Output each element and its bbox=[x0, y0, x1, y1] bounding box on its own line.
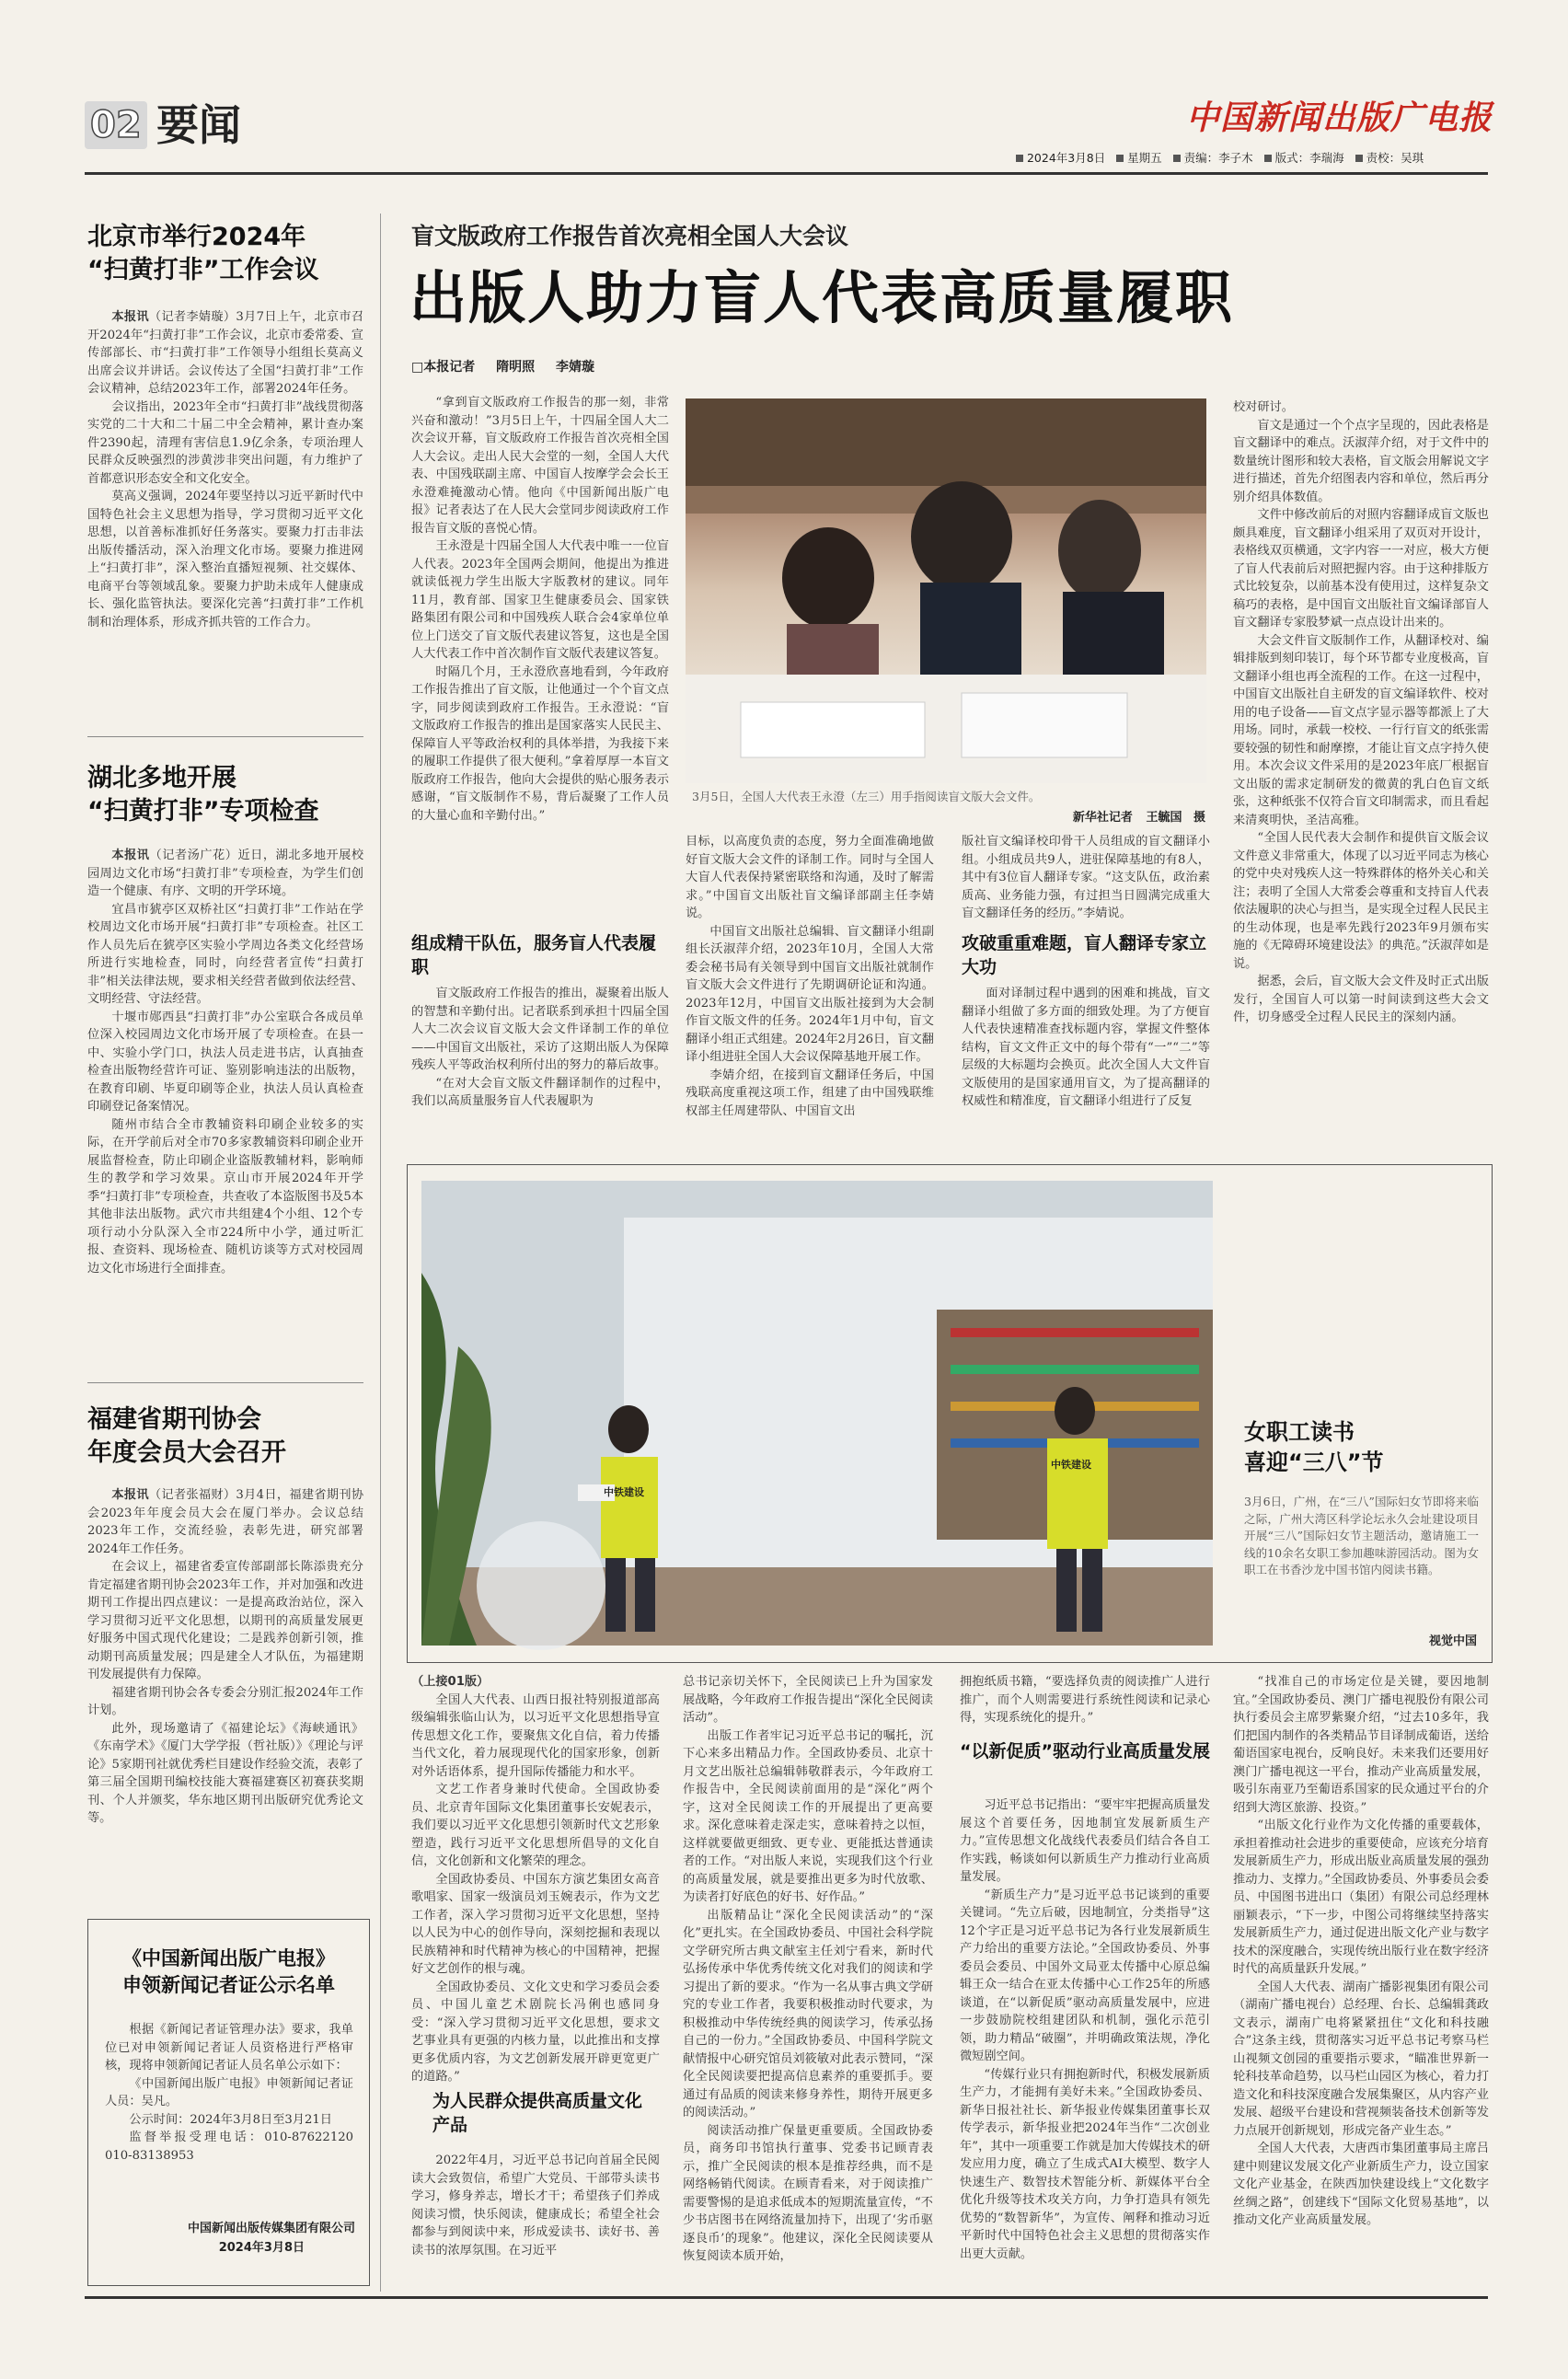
lead-headline: 出版人助力盲人代表高质量履职 bbox=[409, 264, 1235, 331]
left-article-2-title bbox=[87, 762, 363, 828]
cont-col-2 bbox=[683, 1673, 933, 2282]
paragraph: （记者汤广花）近日，湖北多地开展校园周边文化市场“扫黄打非”专项检查，为学生们创造一个健康、有序、文明的开学环境。 bbox=[87, 849, 364, 898]
paragraph: 习近平总书记指出：“要牢牢把握高质量发展这个首要任务，因地制宜发展新质生产力。”宣传思想文化战线代表委员们结合各自工作实践，畅谈如何以新质生产力推动行业高质量发展。 bbox=[960, 1798, 1210, 1884]
paragraph: 面对译制过程中遇到的困难和挑战，盲文翻译小组做了多方面的细致处理。为了方便盲人代表快速精准查找标题内容，掌握文件整体结构，盲文文件正文中的每个带有“一”“二”等层级的大标题均会换页。此次全国人大文件盲文版使用的是国家通用盲文，为了提高翻译的权威性和精准度，盲文翻译小组进行了反复 bbox=[962, 987, 1210, 1108]
paragraph: 大会文件盲文版制作工作，从翻译校对、编辑排版到刻印装订，每个环节都专业度极高，盲文翻译小组也再全流程的工作。在这一过程中，中国盲文出版社自主研发的盲文编译软件、校对用的电子设备——盲文点字显示器等都派上了大用场。同时，承载一校校、一行行盲文的纸张需要较强的韧性和耐摩擦，才能让盲文点字持久使用。本次会议文件采用的是2023年底厂根据盲文出版的需求定制研发的微黄的乳白色盲文纸张，这种纸张不仅符合盲文印制需求，而且看起来清爽明快，圣洁高雅。 bbox=[1233, 633, 1489, 827]
paragraph: 文件中修改前后的对照内容翻译成盲文版也颇具难度，盲文翻译小组采用了双页对开设计，表格线双页横通，文字内容一一对应，极大方便了盲人代表前后对照把握内容。由于这种排版方式比较复杂，以前基本没有使用过，这样复杂文稿巧的表格，是中国盲文出版社盲文编译部盲人盲文翻译专家股梦斌一点点设计出来的。 bbox=[1233, 508, 1489, 629]
paragraph: 公示时间：2024年3月8日至3月21日 bbox=[129, 2112, 332, 2127]
notice-title-line1: 《中国新闻出版广电报》 bbox=[122, 1947, 335, 1969]
vest-text-left: 中铁建设 bbox=[604, 1486, 644, 1498]
header-rule bbox=[85, 172, 1488, 175]
paragraph: 全国政协委员、中国东方演艺集团女高音歌唱家、国家一级演员刘玉婉表示，作为文艺工作者，深入学习贯彻习近平文化思想，坚持以人民为中心的创作导向，深刻挖掘和表现以民族精神和时代精神为核心的中国精神，把握好文艺创作的根与魂。 bbox=[411, 1872, 660, 1976]
caption-text: 3月6日，广州，在“三八”国际妇女节即将来临之际，广州大湾区科学论坛永久会址建设项目开展“三八”国际妇女节主题活动，邀请施工一线的10余名女职工参加趣味游园活动。图为女职工在书香沙龙中国书馆内阅读书籍。 bbox=[1244, 1495, 1479, 1576]
paragraph: “新质生产力”是习近平总书记谈到的重要关键词。“先立后破，因地制宜，分类指导”这12个字正是习近平总书记为各行业发展新质生产力给出的重要方法论。”全国政协委员、外事委员会委员、中国外文局亚太传播中心原总编辑王众一结合在亚太传播中心工作25年的所感谈道，在“以新促质”驱动高质量发展中，应进一步鼓励院校组建团队和机制，强化示范引领，助力精品“破圈”，并明确政策法规，净化微短剧空间。 bbox=[960, 1888, 1210, 2063]
paragraph: （记者李婧璇）3月7日上午，北京市召开2024年“扫黄打非”工作会议，北京市委常委、宣传部部长、市“扫黄打非”工作领导小组组长莫高义出席会议并讲话。会议传达了全国“扫黄打非”工作会议精神，总结2023年工作，部署2024年任务。 bbox=[87, 310, 364, 396]
feature-credit: 视觉中国 bbox=[1428, 1634, 1477, 1648]
left-article-3-title-line2: 年度会员大会召开 bbox=[87, 1438, 286, 1467]
footer-rule bbox=[85, 2296, 1488, 2299]
lead-byline bbox=[411, 357, 594, 375]
left-article-1-title-line1: 北京市举行2024年 bbox=[87, 223, 306, 251]
paragraph: “全国人民代表大会制作和提供盲文版会议文件意义非常重大，体现了以习近平同志为核心的党中央对残疾人这一特殊群体的格外关心和关注；表明了全国人大常委会尊重和支持盲人代表依法履职的决心与担当，是实现全过程人民民主的生动体现，也是率先践行2023年9月颁布实施的《无障碍环境建设法》的典范。”沃淑萍如是说。 bbox=[1233, 831, 1489, 971]
page-number: 02 bbox=[85, 101, 147, 149]
credit-name: 王毓国 bbox=[1146, 811, 1182, 825]
paragraph: “传媒行业只有拥抱新时代，积极发展新质生产力，才能拥有美好未来。”全国政协委员、新华日报社社长、新华报业传媒集团董事长双传学表示，新华报业把2024年当作“二次创业年”，其中一项重要工作就是加大传媒技术的研发应用力度，确立了生成式AI大模型、数字人快速生产、数智技术智能分析、新媒体平台全优化升级等技术攻关方向，力争打造具有领先优势的“数智新华”，为宣传、阐释和推动习近平新时代中国特色社会主义思想的贯彻落实作出更大贡献。 bbox=[960, 2067, 1210, 2261]
paragraph: “在对大会盲文版文件翻译制作的过程中，我们以高质量服务盲人代表履职为 bbox=[411, 1076, 669, 1108]
paragraph: 莫高义强调，2024年要坚持以习近平新时代中国特色社会主义思想为指导，学习贯彻习近平文化思想，以首善标准抓好任务落实。要聚力打击非法出版传播活动，深入治理文化市场。要聚力推进网上“扫黄打非”，深入整治直播短视频、社交媒体、电商平台等领域乱象。要聚力护助未成年人健康成长、强化监管执法。要深化完善“扫黄打非”工作机制和治理体系，形成齐抓共管的工作合力。 bbox=[87, 490, 363, 629]
lead-col-4 bbox=[1233, 398, 1489, 1151]
notice-box bbox=[87, 1919, 370, 2286]
notice-body bbox=[105, 2021, 366, 2205]
lead-subhead-2: 攻破重重难题，盲人翻译专家立大功 bbox=[962, 933, 1207, 977]
cont-col-1b bbox=[411, 2152, 660, 2282]
notice-title-line2: 申领新闻记者证公示名单 bbox=[122, 1974, 335, 1996]
paragraph: 福建省期刊协会各专委会分别汇报2024年工作计划。 bbox=[87, 1685, 363, 1717]
paragraph: 王永澄是十四届全国人大代表中唯一一位盲人代表。2023年全国两会期间，他提出为推进就读低视力学生出版大字版教材的建议。同年11月，教育部、国家卫生健康委员会、国家铁路集团有限公司和中国残疾人联合会4家单位单位上门送交了盲文版代表建议答复，这也是全国人大代表工作中首次制作盲文版代表建议答复。 bbox=[411, 539, 669, 661]
left-column-divider bbox=[380, 214, 381, 2292]
paragraph: 时隔几个月，王永澄欣喜地看到，今年政府工作报告推出了盲文版，让他通过一个个盲文点字，同步阅读到政府工作报告。王永澄说：“盲文版政府工作报告的推出是国家落实人民民主、保障盲人平等政治权利的具体举措，为我接下来的履职工作提供了很大便利。”拿着厚厚一本盲文版政府工作报告，他向大会提供的贴心服务表示感谢，“盲文版制作不易，背后凝聚了工作人员的大量心血和辛勤付出。” bbox=[411, 664, 669, 823]
cont-col-4 bbox=[1233, 1673, 1489, 2282]
byline-lead: 本报讯 bbox=[111, 310, 149, 324]
paragraph: 盲文版政府工作报告的推出，凝聚着出版人的智慧和辛勤付出。记者联系到承担十四届全国人大二次会议盲文版大会文件译制工作的单位——中国盲文出版社，采访了这期出版人为保障残疾人平等政治权利所付出的努力的幕后故事。 bbox=[411, 987, 669, 1072]
paragraph: “出版文化行业作为文化传播的重要载体，承担着推动社会进步的重要使命，应该充分培育发展新质生产力，形成出版业高质量发展的强劲推动力、支撑力。”全国政协委员、外事委员会委员、中国图书进出口（集团）有限公司总经理林丽颖表示，“下一步，中图公司将继续坚持落实发展新质生产力，通过促进出版文化产业与数字技术的深度融合，实现传统出版行业在数字经济时代的高质量跃升发展。” bbox=[1233, 1819, 1489, 1976]
paragraph: 阅读活动推广保量更重要质。全国政协委员，商务印书馆执行董事、党委书记顾青表示，推广全民阅读的根本是推荐经典，而不是网络畅销代阅读。在顾青看来，对于阅读推广需要警惕的是追求低成本的短期流量宣传，“不少书店图书在网络流量加持下，出现了‘劣币驱逐良币’的现象”。他建议，深化全民阅读要从恢复阅读本质开始， bbox=[683, 2123, 933, 2263]
paper-logo: 中国新闻出版广电报 bbox=[1185, 98, 1493, 137]
lead-subhead-1: 组成精干队伍，服务盲人代表履职 bbox=[411, 933, 657, 977]
paragraph: 监督举报受理电话：010-87622120 010-83138953 bbox=[105, 2131, 366, 2163]
left-article-3-body bbox=[87, 1486, 363, 1891]
paragraph: 拥抱纸质书籍，“要选择负责的阅读推广人进行推广，而个人则需要进行系统性阅读和记录心得，实现系统化的提升。” bbox=[960, 1675, 1210, 1725]
paragraph: “拿到盲文版政府工作报告的那一刻，非常兴奋和激动！”3月5日上午，十四届全国人大二次会议开幕，盲文版政府工作报告首次亮相全国人大会议。走出人民大会堂的一刻，全国人大代表、中国残联副主席、中国盲人按摩学会会长王永澄难掩激动心情。他向《中国新闻出版广电报》记者表达了在人民大会堂同步阅读政府工作报告盲文版的喜悦心情。 bbox=[411, 396, 669, 536]
header-editor: 责编：李子木 bbox=[1183, 151, 1253, 165]
feature-title-line2: 喜迎“三八”节 bbox=[1244, 1449, 1384, 1475]
caption-text: 3月5日，全国人大代表王永澄（左三）用手指阅读盲文版大会文件。 bbox=[692, 790, 1041, 803]
notice-signature bbox=[88, 2219, 355, 2258]
header-designer: 版式：李瑞海 bbox=[1274, 151, 1344, 165]
paragraph: 版社盲文编译校印骨干人员组成的盲文翻译小组。小组成员共9人，进驻保障基地的有8人，其中有3位盲人翻译专家。“这支队伍，政治素质高、业务能力强，有过担当日圆满完成重大盲文翻译任务的经历。”李婧说。 bbox=[962, 835, 1210, 920]
paragraph: 在会议上，福建省委宣传部副部长陈添贵充分肯定福建省期刊协会2023年工作，并对加强和改进期刊工作提出四点建议：一是提高政治站位，深入学习贯彻习近平文化思想，以期刊的高质量发展更好服务中国式现代化建设；二是践养创新引领，推动期刊高质量发展；四是建全人才队伍，为福建期刊发展提供有力保障。 bbox=[87, 1560, 363, 1681]
paragraph: 根据《新闻记者证管理办法》要求，我单位已对申领新闻记者证人员资格进行严格审核，现将申领新闻记者证人员名单公示如下： bbox=[105, 2023, 353, 2073]
feature-photo bbox=[421, 1181, 1213, 1646]
lead-col-3 bbox=[962, 833, 1210, 920]
credit-suffix: 摄 bbox=[1193, 811, 1205, 825]
left-article-3-title bbox=[87, 1403, 363, 1470]
left-article-3-title-line1: 福建省期刊协会 bbox=[87, 1405, 261, 1434]
paragraph: 据悉，会后，盲文版大会文件及时正式出版发行，全国盲人可以第一时间读到这些大会文件，切身感受全过程人民民主的深刻内涵。 bbox=[1233, 975, 1489, 1024]
paragraph: 随州市结合全市教辅资料印刷企业较多的实际，在开学前后对全市70多家教辅资料印刷企业开展监督检查，防止印刷企业盗版教辅材料，影响师生的教学和学习效果。京山市开展2024年开学季“扫黄打非”专项检查，共查收了本盗版图书及5本其他非法出版物。武穴市共组建4个小组、12个专项行动小分队深入全市224所中小学，通过听汇报、查资料、现场检查、随机访谈等方式对校园周边文化市场进行全面排查。 bbox=[87, 1117, 363, 1276]
paragraph: 全国人大代表、山西日报社特别报道部高级编辑张临山认为，以习近平文化思想指导宣传思想文化工作，要聚焦文化自信，着力传播当代文化，着力展现现代化的国家形象，创新对外话语体系，提升国际传播能力和水平。 bbox=[411, 1692, 660, 1779]
continued-from: （上接01版） bbox=[411, 1675, 490, 1689]
paragraph: 全国人大代表、湖南广播影视集团有限公司（湖南广播电视台）总经理、台长、总编辑龚政文表示，湖南广电将紧紧扭住“文化和科技融合”这条主线，贯彻落实习近平总书记考察马栏山视频文创园的重要指示要求，“瞄准世界新一轮科技革命趋势，以马栏山园区为核心，着力打造文化和科技深度融合发展集聚区，从内容产业发展、超级平台建设和营视频装备技术创新等发力点展开创新规划，形成完备产业生态。” bbox=[1233, 1980, 1489, 2138]
notice-signature-date: 2024年3月8日 bbox=[218, 2241, 305, 2255]
feature-title bbox=[1244, 1417, 1474, 1478]
paragraph: 盲文是通过一个个点字呈现的，因此表格是盲文翻译中的难点。沃淑萍介绍，对于文件中的数量统计图形和较大表格，盲文版会用解说文字进行描述，首先介绍图表内容和单位，然后再分别介绍具体数值。 bbox=[1233, 418, 1489, 504]
lead-col-2 bbox=[686, 833, 934, 1150]
notice-signature-org: 中国新闻出版传媒集团有限公司 bbox=[187, 2222, 355, 2235]
paragraph: 总书记亲切关怀下，全民阅读已上升为国家发展战略，今年政府工作报告提出“深化全民阅读活动”。 bbox=[683, 1675, 933, 1725]
header-weekday: 星期五 bbox=[1127, 151, 1162, 165]
lead-photo bbox=[686, 398, 1206, 783]
header-date: 2024年3月8日 bbox=[1026, 151, 1106, 165]
cont-col-1 bbox=[411, 1673, 660, 2084]
paragraph: （记者张福财）3月4日，福建省期刊协会2023年年度会员大会在厦门举办。会议总结2023年工作，交流经验，表彰先进，研究部署2024年工作任务。 bbox=[87, 1488, 364, 1556]
left-article-2-title-line1: 湖北多地开展 bbox=[87, 764, 236, 792]
paragraph: 全国人大代表，大唐西市集团董事局主席吕建中则建议发展文化产业新质生产力，设立国家文化产业基金，在陕西加快建设线上“文化数字丝绸之路”，创建线下“国际文化贸易基地”，以推动文化产业高质量发展。 bbox=[1233, 2142, 1489, 2227]
lead-col-1b bbox=[411, 985, 669, 1152]
cont-subhead-1: 为人民群众提供高质量文化产品 bbox=[432, 2091, 643, 2135]
lead-kicker: 盲文版政府工作报告首次亮相全国人大会议 bbox=[411, 223, 849, 249]
reporter-name: 隋明照 bbox=[496, 360, 536, 375]
paragraph: 出版精品让“深化全民阅读活动”的“深化”更扎实。在全国政协委员、中国社会科学院文学研究所古典文献室主任刘宁看来，新时代弘扬传承中华优秀传统文化对我们的阅读和学习提出了新的要求。“作为一名从事古典文学研究的专业工作者，我要积极推动时代要求，为积极推动中华传统经典的阅读学习，传承弘扬自己的一份力。”全国政协委员、中国科学院文献情报中心研究馆员刘筱敏对此表示赞同，“深化全民阅读要把提高信息素养的重要抓手。要通过有品质的阅读来修身养性，期待开展更多的阅读活动。” bbox=[683, 1908, 933, 2119]
left-article-2-body bbox=[87, 847, 363, 1368]
divider bbox=[87, 736, 363, 737]
paragraph: 宜昌市猇亭区双桥社区“扫黄打非”工作站在学校周边文化市场开展“扫黄打非”专项检查。社区工作人员先后在猇亭区实验小学周边各类文化经营场所进行实地检查，同时，向经营者宣传“扫黄打非”相关法律法规，要求相关经营者做到依法经营、文明经营、守法经营。 bbox=[87, 902, 363, 1006]
paragraph: 出版工作者牢记习近平总书记的嘱托，沉下心来多出精品力作。全国政协委员、北京十月文艺出版社总编辑韩敬群表示，今年政府工作报告中，全民阅读前面用的是“深化”两个字，这对全民阅读工作的开展提出了更高要求。深化意味着走深走实，意味着持之以恒，这样就要做更细致、更专业、更能抵达普通读者的工作。“对出版人来说，实现我们这个行业的高质量发展，就是要推出更多为时代放歌、为读者打好底色的好书、好作品。” bbox=[683, 1728, 933, 1904]
page-header bbox=[85, 92, 1493, 175]
feature-title-line1: 女职工读书 bbox=[1244, 1419, 1355, 1445]
lead-photo-credit bbox=[1021, 807, 1205, 825]
cont-col-3 bbox=[960, 1673, 1210, 1730]
paragraph: 李婧介绍，在接到盲文翻译任务后，中国残联高度重视这项工作，组建了由中国残联维权部主任周建带队、中国盲文出 bbox=[686, 1068, 934, 1118]
credit-org: 新华社记者 bbox=[1072, 811, 1133, 825]
header-proofreader: 责校：吴琪 bbox=[1366, 151, 1424, 165]
paragraph: 校对研讨。 bbox=[1233, 400, 1294, 414]
feature-caption bbox=[1244, 1494, 1479, 1579]
divider bbox=[87, 1382, 363, 1383]
lead-photo-caption bbox=[692, 788, 1203, 805]
byline-lead: 本报讯 bbox=[111, 1488, 149, 1502]
paragraph: 此外，现场邀请了《福建论坛》《海峡通讯》《东南学术》《厦门大学学报（哲社版）》《理论与评论》5家期刊社就优秀栏目建设作经验交流，表彰了第三届全国期刊编校技能大赛福建赛区初赛获奖期刊、个人并颁奖，华东地区期刊出版研究优秀论文等。 bbox=[87, 1721, 363, 1825]
paragraph: 十堰市郧西县“扫黄打非”办公室联合各成员单位深入校园周边文化市场开展了专项检查。在县一中、实验小学门口，执法人员走进书店，认真抽查检查出版物经营许可证、鉴别影响违法的出版物，在教育印刷、毕夏印刷等企业，执法人员认真检查印刷登记备案情况。 bbox=[87, 1010, 363, 1114]
left-article-1-title-line2: “扫黄打非”工作会议 bbox=[87, 256, 319, 284]
feature-photo-graphic bbox=[421, 1181, 1213, 1646]
cont-subhead-2: “以新促质”驱动行业高质量发展 bbox=[960, 1741, 1210, 1761]
header-meta bbox=[1016, 149, 1494, 166]
byline-prefix: □本报记者 bbox=[411, 360, 476, 375]
vest-text-right: 中铁建设 bbox=[1051, 1459, 1091, 1471]
byline-lead: 本报讯 bbox=[111, 849, 150, 862]
notice-title bbox=[88, 1946, 369, 1999]
lead-photo-graphic bbox=[686, 398, 1206, 783]
paragraph: 2022年4月，习近平总书记向首届全民阅读大会致贺信，希望广大党员、干部带头读书学习，修身养志，增长才干；希望孩子们养成阅读习惯，快乐阅读，健康成长；希望全社会都参与到阅读中来，形成爱读书、读好书、善读书的浓厚氛围。在习近平 bbox=[411, 2154, 660, 2258]
paragraph: 目标，以高度负责的态度，努力全面准确地做好盲文版大会文件的译制工作。同时与全国人大盲人代表保持紧密联络和沟通，及时了解需求。”中国盲文出版社盲文编译部副主任李婧说。 bbox=[686, 835, 934, 920]
paragraph: “找准自己的市场定位是关键，要因地制宜。”全国政协委员、澳门广播电视股份有限公司执行委员会主席罗紫聚介绍，“过去10多年，我们把国内制作的各类精品节目译制成葡语，送给葡语国家电视台，反响良好。未来我们还要用好澳门广播电视这一平台，推动产业高质量发展，吸引东南亚乃至葡语系国家的民众通过平台的介绍到大湾区旅游、投资。” bbox=[1233, 1675, 1489, 1815]
left-article-1-body bbox=[87, 308, 363, 713]
paragraph: 文艺工作者身兼时代使命。全国政协委员、北京青年国际文化集团董事长安妮表示，我们要以习近平文化思想引领新时代文艺形象塑造，践行习近平文化思想所倡导的文化自信，文化创新和文化繁荣的理念。 bbox=[411, 1783, 660, 1868]
paragraph: 中国盲文出版社总编辑、盲文翻译小组副组长沃淑萍介绍，2023年10月，全国人大常委会秘书局有关领导到中国盲文出版社就制作盲文版大会文件进行了先期调研论证和沟通。2023年12月，中国盲文出版社接到为大会制作盲文版文件的任务。2024年1月中旬，盲文翻译小组正式组建。2024年2月26日，盲文翻译小组进驻全国人大会议保障基地开展工作。 bbox=[686, 924, 934, 1064]
left-article-2-title-line2: “扫黄打非”专项检查 bbox=[87, 797, 319, 826]
cont-col-3b bbox=[960, 1796, 1210, 2282]
paragraph: 会议指出，2023年全市“扫黄打非”战线贯彻落实党的二十大和二十届二中全会精神，累计查办案件2390起，清理有害信息1.9亿余条，专项治理人民群众反映强烈的涉黄涉非突出问题，有力维护了首都意识形态安全和文化安全。 bbox=[87, 399, 363, 486]
lead-col-3b bbox=[962, 985, 1210, 1152]
paragraph: 《中国新闻出版广电报》申领新闻记者证人员：吴凡。 bbox=[105, 2076, 353, 2108]
lead-col-1 bbox=[411, 394, 669, 926]
section-title: 要闻 bbox=[156, 100, 241, 150]
left-article-1-title bbox=[87, 221, 363, 287]
reporter-name: 李婧璇 bbox=[555, 360, 594, 375]
paragraph: 全国政协委员、文化文史和学习委员会委员、中国儿童艺术剧院长冯俐也感同身受：“深入学习贯彻习近平文化思想，要求文艺事业具有更强的内核力量，以此推出和支撑更多优质内容，为文艺创新发展开辟更宽更广的道路。” bbox=[411, 1980, 660, 2084]
